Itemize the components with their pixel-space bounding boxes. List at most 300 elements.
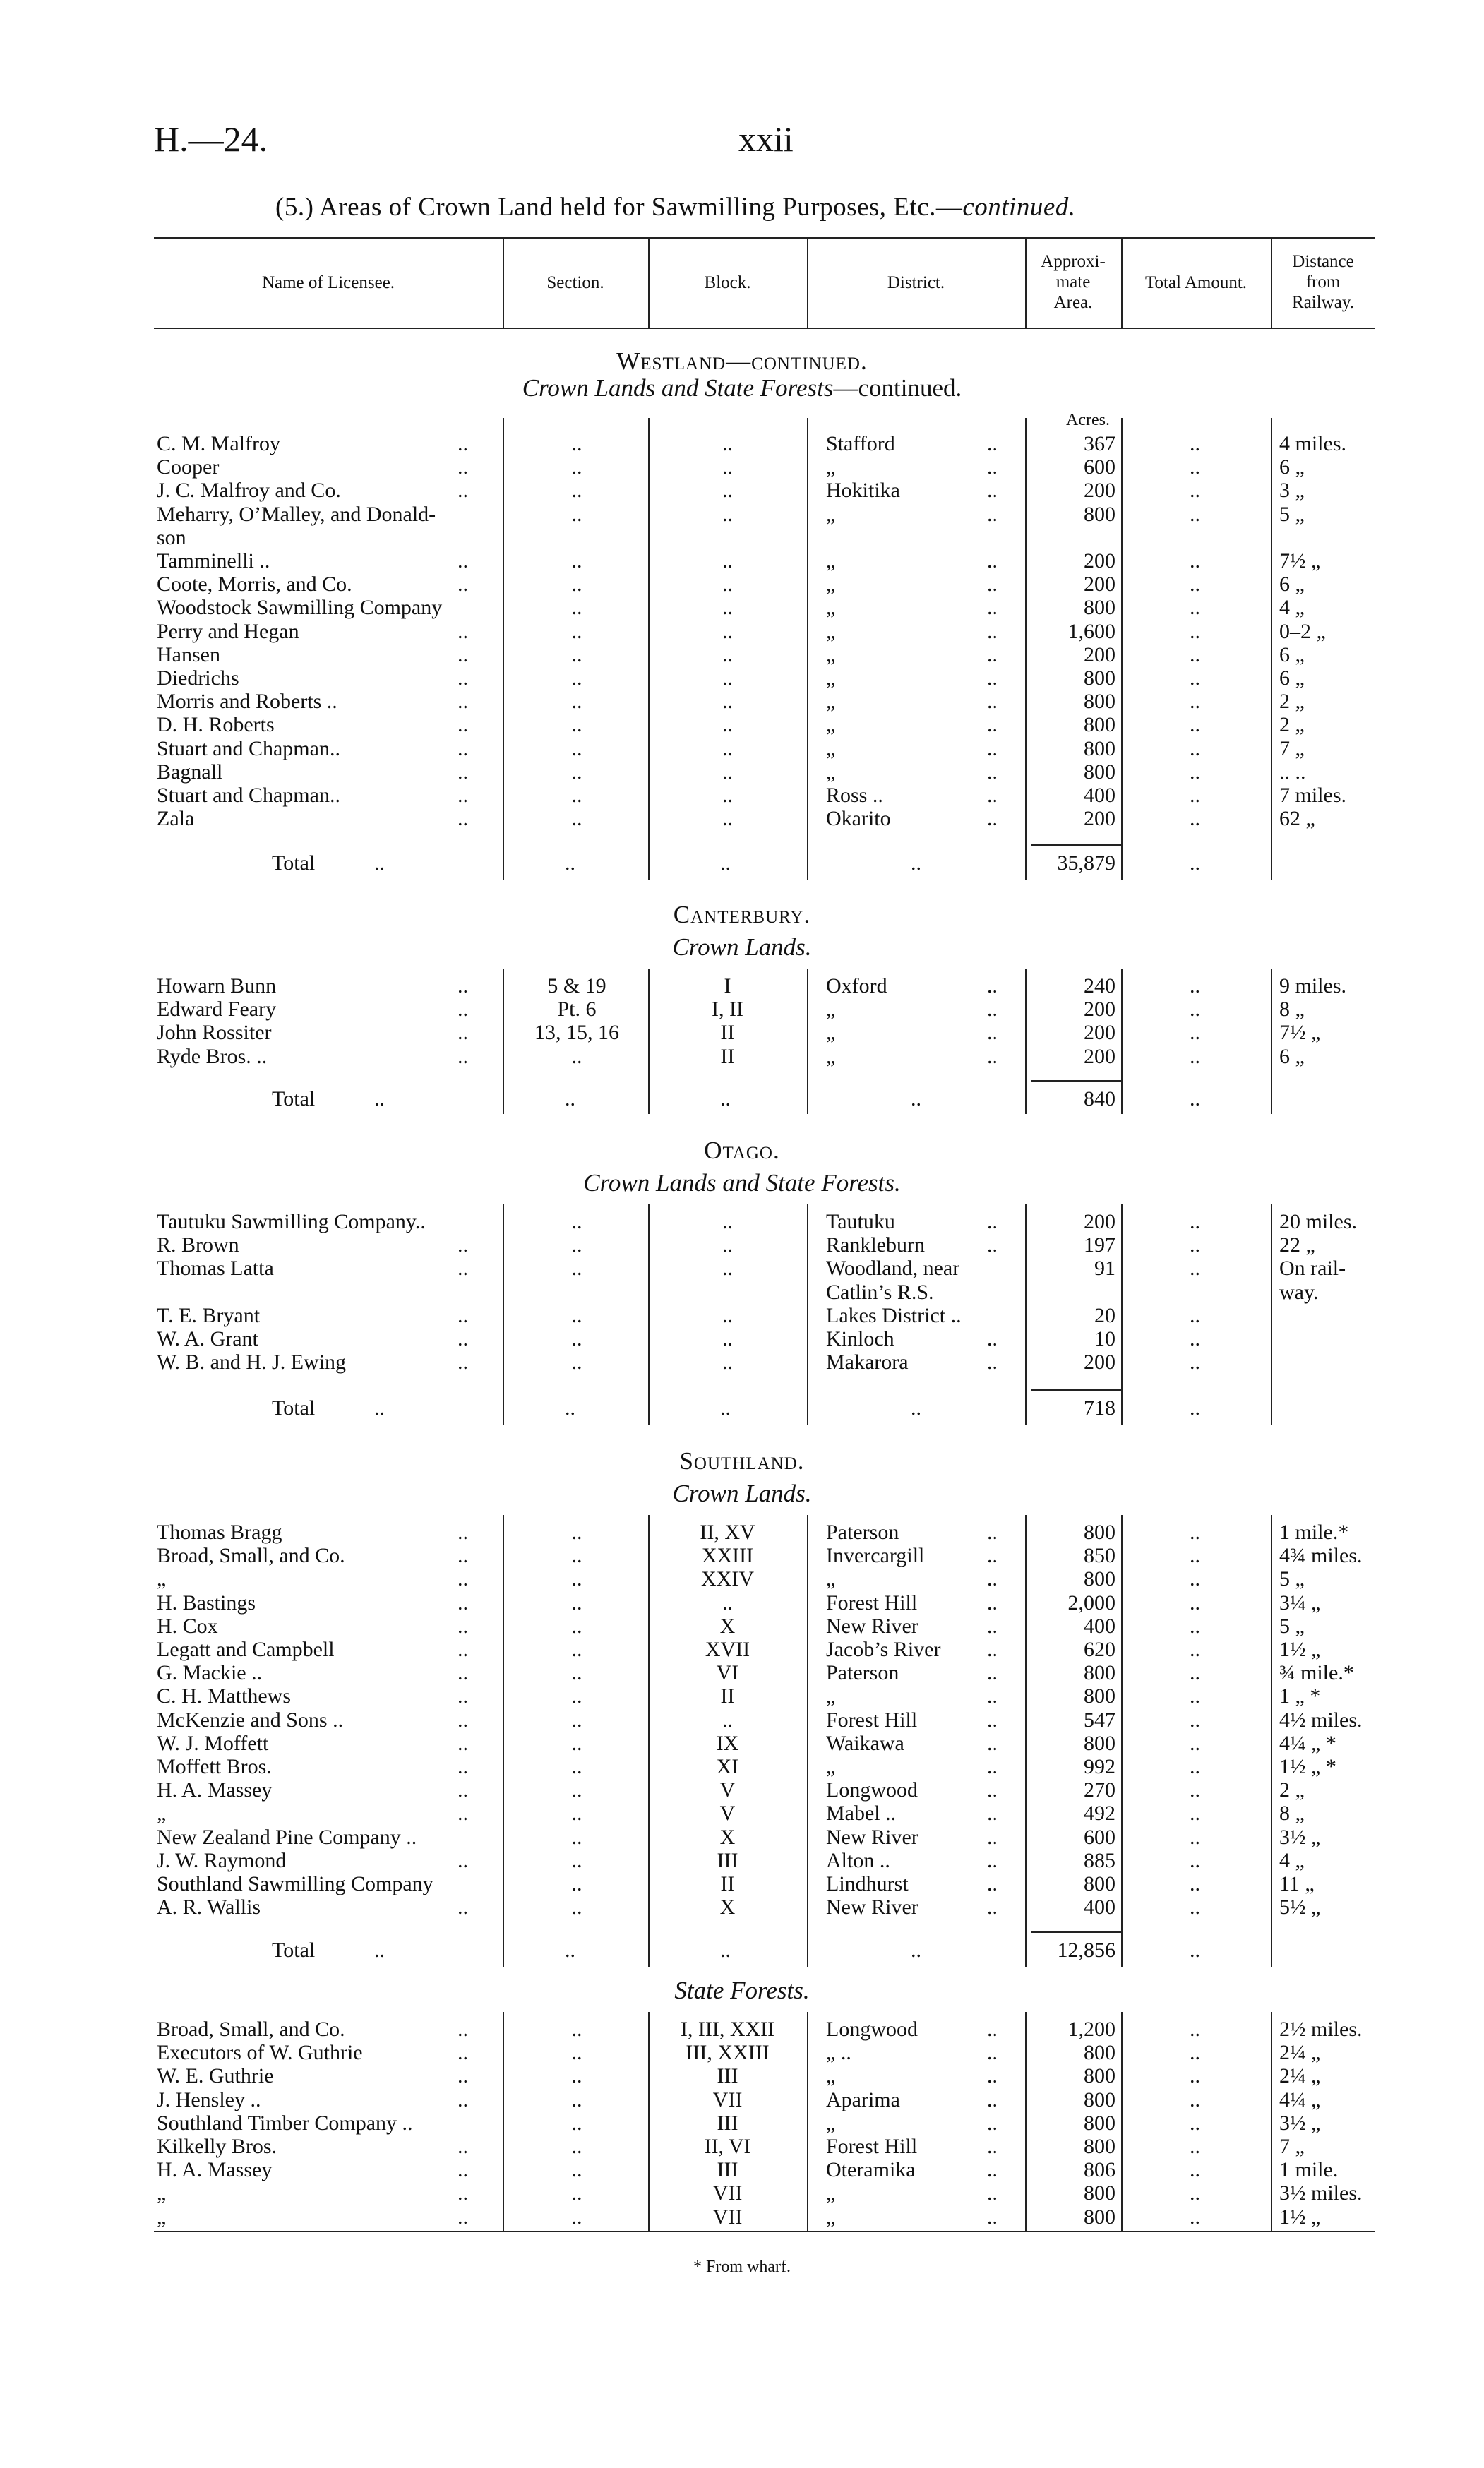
cell-block: III, XXIII (686, 2041, 770, 2065)
cell-ldots: .. (457, 619, 468, 643)
cell-total: .. (1190, 1567, 1200, 1591)
cell-section: .. (571, 1544, 582, 1568)
cell-district: Catlin’s R.S. (826, 1280, 934, 1304)
table-row (0, 737, 1484, 760)
cell-ddots: .. (987, 642, 998, 666)
table-row (0, 1661, 1484, 1684)
section-subtitle (0, 1169, 1484, 1197)
cell-ddots: .. (987, 736, 998, 760)
cell-district: „ (826, 1021, 836, 1045)
cell-area: 850 (1084, 1544, 1115, 1568)
total-label-dots: .. (374, 1939, 385, 1962)
cell-name: Howarn Bunn (157, 974, 277, 998)
table-row (0, 549, 1484, 573)
total-section-dots: .. (565, 1087, 575, 1110)
cell-district: Rankleburn (826, 1233, 925, 1257)
cell-district: Paterson (826, 1661, 899, 1685)
cell-area: 1,600 (1067, 619, 1115, 643)
section-subtitle-italic: Crown Lands. (672, 1480, 812, 1507)
table-row (0, 2041, 1484, 2064)
cell-name: Coote, Morris, and Co. (157, 573, 352, 597)
cell-district: „ (826, 502, 836, 526)
cell-block: XXIV (701, 1567, 754, 1591)
cell-district: „ (826, 2205, 836, 2229)
table-row (0, 2018, 1484, 2041)
cell-section: Pt. 6 (557, 998, 597, 1022)
cell-name: J. W. Raymond (157, 1848, 287, 1872)
cell-name: H. Bastings (157, 1591, 256, 1615)
section-subtitle-plain: —continued. (833, 374, 962, 402)
cell-ddots: .. (987, 1567, 998, 1591)
total-row (0, 1087, 1484, 1110)
col-head-block: Block. (704, 273, 751, 292)
cell-section: .. (571, 1755, 582, 1778)
cell-district: „ (826, 1684, 836, 1708)
cell-name: Perry and Hegan (157, 619, 299, 643)
footnote: * From wharf. (693, 2258, 791, 2276)
cell-total: .. (1190, 2111, 1200, 2135)
table-row (0, 807, 1484, 830)
cell-rail: ¾ mile.* (1279, 1661, 1354, 1685)
cell-rail: 0–2 „ (1279, 619, 1326, 643)
cell-area: 800 (1084, 2064, 1115, 2088)
total-row (0, 1939, 1484, 1962)
cell-rail: 4¼ „ * (1279, 1731, 1336, 1755)
cell-section: .. (571, 1872, 582, 1895)
cell-total: .. (1190, 1233, 1200, 1257)
cell-district: Waikawa (826, 1731, 904, 1755)
section-subtitle-italic: State Forests. (674, 1977, 810, 2004)
cell-total: .. (1190, 1521, 1200, 1544)
cell-block: XI (716, 1755, 739, 1778)
cell-block: II (720, 1044, 735, 1068)
cell-rail: 2½ miles. (1279, 2018, 1363, 2041)
cell-block: VII (712, 2205, 743, 2229)
cell-section: .. (571, 2111, 582, 2135)
cell-area: 800 (1084, 1684, 1115, 1708)
cell-name: New Zealand Pine Company .. (157, 1825, 417, 1849)
cell-block: .. (722, 1210, 733, 1233)
cell-block: III (717, 2064, 738, 2088)
cell-ldots: .. (457, 666, 468, 690)
cell-area: 800 (1084, 736, 1115, 760)
cell-section: .. (571, 1210, 582, 1233)
total-block-dots: .. (720, 1396, 731, 1420)
cell-name: Thomas Latta (157, 1257, 274, 1281)
table-row (0, 1826, 1484, 1849)
cell-ldots: .. (457, 1021, 468, 1045)
cell-area: 200 (1084, 1210, 1115, 1233)
cell-name: W. A. Grant (157, 1327, 258, 1350)
cell-area: 800 (1084, 2181, 1115, 2205)
cell-section: .. (571, 596, 582, 620)
table-row (0, 2158, 1484, 2181)
cell-total: .. (1190, 1731, 1200, 1755)
table-row (0, 432, 1484, 455)
table-row (0, 666, 1484, 690)
table-title-main: (5.) Areas of Crown Land held for Sawmilling Purposes, Etc.— (275, 193, 963, 222)
cell-name: son (157, 525, 186, 549)
cell-name: Ryde Bros. .. (157, 1044, 268, 1068)
cell-section: .. (571, 760, 582, 784)
cell-name: C. H. Matthews (157, 1684, 291, 1708)
cell-ldots: .. (457, 1638, 468, 1661)
cell-district: Forest Hill (826, 2135, 918, 2158)
cell-ldots: .. (457, 2181, 468, 2205)
cell-total: .. (1190, 642, 1200, 666)
cell-ddots: .. (987, 2158, 998, 2182)
cell-district: Aparima (826, 2087, 900, 2111)
cell-district: Forest Hill (826, 1591, 918, 1615)
cell-name: Southland Timber Company .. (157, 2111, 413, 2135)
cell-total: .. (1190, 736, 1200, 760)
cell-rail: 5 „ (1279, 1614, 1305, 1638)
cell-area: 806 (1084, 2158, 1115, 2182)
section-title: Canterbury. (673, 901, 811, 928)
cell-total: .. (1190, 1614, 1200, 1638)
cell-area: 200 (1084, 549, 1115, 573)
cell-district: Alton .. (826, 1848, 890, 1872)
cell-ddots: .. (987, 502, 998, 526)
table-row (0, 2135, 1484, 2158)
cell-block: II, XV (700, 1521, 755, 1544)
cell-ddots: .. (987, 1778, 998, 1802)
cell-block: V (719, 1802, 736, 1826)
cell-ldots: .. (457, 549, 468, 573)
table-row (0, 1872, 1484, 1895)
cell-name: Hansen (157, 642, 220, 666)
report-reference: H.—24. (154, 119, 268, 159)
cell-name: J. Hensley .. (157, 2087, 261, 2111)
cell-name: Tamminelli .. (157, 549, 270, 573)
total-value: 840 (1084, 1087, 1115, 1110)
cell-ddots: .. (987, 2111, 998, 2135)
cell-rail: 9 miles. (1279, 974, 1346, 998)
cell-rail: 4¼ „ (1279, 2087, 1321, 2111)
cell-block: IX (716, 1731, 739, 1755)
cell-district: „ (826, 690, 836, 714)
cell-ddots: .. (987, 1638, 998, 1661)
total-label-dots: .. (374, 1087, 385, 1110)
cell-block: II (720, 1684, 735, 1708)
cell-section: .. (571, 666, 582, 690)
cell-area: 197 (1084, 1233, 1115, 1257)
cell-rail: 2 „ (1279, 690, 1305, 714)
cell-block: .. (722, 713, 733, 737)
cell-rail: 1 mile. (1279, 2158, 1339, 2182)
cell-block: III (717, 2158, 738, 2182)
cell-block: X (719, 1825, 736, 1849)
table-title (275, 192, 1076, 222)
cell-name: „ (157, 1802, 167, 1826)
cell-name: Moffett Bros. (157, 1755, 272, 1778)
section-subtitle-italic: Crown Lands and State Forests. (583, 1169, 901, 1197)
cell-ldots: .. (457, 1708, 468, 1732)
cell-rail: 8 „ (1279, 998, 1305, 1022)
total-label: Total (272, 1087, 316, 1110)
cell-ddots: .. (987, 1544, 998, 1568)
cell-rail: 5 „ (1279, 1567, 1305, 1591)
cell-block: VI (716, 1661, 739, 1685)
total-label: Total (272, 851, 316, 875)
cell-name: Diedrichs (157, 666, 239, 690)
cell-ldots: .. (457, 2158, 468, 2182)
cell-name: „ (157, 2181, 167, 2205)
cell-ldots: .. (457, 713, 468, 737)
cell-ldots: .. (457, 1848, 468, 1872)
cell-block: II, VI (704, 2135, 751, 2158)
cell-ldots: .. (457, 1521, 468, 1544)
cell-name: Edward Feary (157, 998, 277, 1022)
cell-ddots: .. (987, 1684, 998, 1708)
cell-total: .. (1190, 1257, 1200, 1281)
cell-total: .. (1190, 1544, 1200, 1568)
cell-district: „ (826, 1567, 836, 1591)
cell-district: New River (826, 1895, 918, 1919)
cell-ldots: .. (457, 2087, 468, 2111)
total-block-dots: .. (720, 1939, 731, 1962)
cell-ddots: .. (987, 1210, 998, 1233)
cell-area: 200 (1084, 1350, 1115, 1374)
cell-name: Stuart and Chapman.. (157, 784, 340, 807)
cell-ddots: .. (987, 690, 998, 714)
cell-total: .. (1190, 1778, 1200, 1802)
cell-section: .. (571, 1684, 582, 1708)
table-row (0, 1327, 1484, 1350)
cell-total: .. (1190, 479, 1200, 503)
cell-rail: 7½ „ (1279, 549, 1321, 573)
cell-name: Morris and Roberts .. (157, 690, 337, 714)
cell-section: .. (571, 573, 582, 597)
cell-rail: 3½ „ (1279, 2111, 1321, 2135)
cell-ldots: .. (457, 784, 468, 807)
cell-ddots: .. (987, 2087, 998, 2111)
cell-name: McKenzie and Sons .. (157, 1708, 344, 1732)
cell-ddots: .. (987, 784, 998, 807)
cell-ldots: .. (457, 1567, 468, 1591)
cell-area: 800 (1084, 1521, 1115, 1544)
cell-block: .. (722, 479, 733, 503)
cell-section: .. (571, 1661, 582, 1685)
cell-block: .. (722, 432, 733, 455)
cell-area: 367 (1084, 432, 1115, 455)
cell-ddots: .. (987, 1233, 998, 1257)
cell-block: .. (722, 1257, 733, 1281)
cell-block: X (719, 1895, 736, 1919)
cell-area: 800 (1084, 1567, 1115, 1591)
cell-district: „ (826, 596, 836, 620)
cell-block: .. (722, 596, 733, 620)
cell-section: .. (571, 2018, 582, 2041)
cell-rail: 62 „ (1279, 807, 1315, 831)
total-district-dots: .. (911, 1939, 921, 1962)
cell-ldots: .. (457, 690, 468, 714)
cell-ldots: .. (457, 1661, 468, 1685)
cell-district: Longwood (826, 1778, 918, 1802)
table-row (0, 503, 1484, 526)
cell-rail: 2¼ „ (1279, 2041, 1321, 2065)
cell-district: Invercargill (826, 1544, 925, 1568)
cell-total: .. (1190, 1684, 1200, 1708)
cell-ddots: .. (987, 1350, 998, 1374)
table-row (0, 1304, 1484, 1327)
cell-ldots: .. (457, 1802, 468, 1826)
cell-block: .. (722, 1233, 733, 1257)
total-rule (1031, 1389, 1123, 1391)
cell-section: .. (571, 619, 582, 643)
section-subtitle (0, 1977, 1484, 2005)
cell-ddots: .. (987, 1614, 998, 1638)
cell-total: .. (1190, 432, 1200, 455)
total-amount-dots: .. (1190, 1396, 1200, 1420)
cell-name: D. H. Roberts (157, 713, 275, 737)
cell-name: W. E. Guthrie (157, 2064, 274, 2088)
total-label: Total (272, 1396, 316, 1420)
cell-area: 10 (1094, 1327, 1115, 1350)
cell-ldots: .. (457, 1233, 468, 1257)
col-head-distance: Distance from Railway. (1292, 252, 1354, 312)
cell-total: .. (1190, 1044, 1200, 1068)
cell-ddots: .. (987, 666, 998, 690)
header-bottom-rule (154, 328, 1375, 329)
cell-ddots: .. (987, 974, 998, 998)
cell-ddots: .. (987, 573, 998, 597)
cell-area: 200 (1084, 1021, 1115, 1045)
cell-ldots: .. (457, 807, 468, 831)
cell-rail: 6 „ (1279, 455, 1305, 479)
cell-ddots: .. (987, 479, 998, 503)
table-row (0, 1755, 1484, 1778)
cell-ddots: .. (987, 1661, 998, 1685)
cell-ddots: .. (987, 2018, 998, 2041)
cell-block: II (720, 1021, 735, 1045)
cell-ddots: .. (987, 1731, 998, 1755)
cell-rail: 2 „ (1279, 1778, 1305, 1802)
cell-block: VII (712, 2181, 743, 2205)
cell-block: .. (722, 807, 733, 831)
cell-area: 200 (1084, 479, 1115, 503)
cell-district: „ (826, 998, 836, 1022)
cell-area: 800 (1084, 666, 1115, 690)
cell-block: III (717, 2111, 738, 2135)
table-row (0, 479, 1484, 502)
section-subtitle-italic: Crown Lands. (672, 933, 812, 961)
cell-area: 400 (1084, 1614, 1115, 1638)
cell-total: .. (1190, 784, 1200, 807)
cell-ldots: .. (457, 1731, 468, 1755)
cell-area: 200 (1084, 1044, 1115, 1068)
cell-total: .. (1190, 1303, 1200, 1327)
cell-ddots: .. (987, 1802, 998, 1826)
cell-district: „ (826, 619, 836, 643)
cell-district: Okarito (826, 807, 891, 831)
cell-ldots: .. (457, 2018, 468, 2041)
cell-ddots: .. (987, 1591, 998, 1615)
cell-section: .. (571, 2064, 582, 2088)
cell-ldots: .. (457, 2135, 468, 2158)
cell-section: .. (571, 1614, 582, 1638)
cell-district: Lindhurst (826, 1872, 909, 1895)
cell-name: „ (157, 2205, 167, 2229)
section-subtitle (0, 1480, 1484, 1508)
cell-ddots: .. (987, 713, 998, 737)
cell-district: Kinloch (826, 1327, 894, 1350)
table-row (0, 455, 1484, 479)
cell-area: 800 (1084, 2135, 1115, 2158)
cell-section: .. (571, 1895, 582, 1919)
table-row (0, 2088, 1484, 2111)
total-label-dots: .. (374, 1396, 385, 1420)
cell-total: .. (1190, 2135, 1200, 2158)
cell-name: Thomas Bragg (157, 1521, 282, 1544)
cell-district: Oteramika (826, 2158, 916, 2182)
cell-rail: 2¼ „ (1279, 2064, 1321, 2088)
cell-ldots: .. (457, 573, 468, 597)
cell-section: .. (571, 1708, 582, 1732)
total-section-dots: .. (565, 1396, 575, 1420)
cell-district: New River (826, 1825, 918, 1849)
cell-rail: 1 mile.* (1279, 1521, 1349, 1544)
table-row (0, 1021, 1484, 1044)
cell-section: .. (571, 807, 582, 831)
table-row (0, 643, 1484, 666)
total-district-dots: .. (911, 1396, 921, 1420)
cell-total: .. (1190, 1755, 1200, 1778)
table-row (0, 2205, 1484, 2229)
cell-section: .. (571, 784, 582, 807)
cell-total: .. (1190, 1708, 1200, 1732)
cell-rail: 6 „ (1279, 666, 1305, 690)
cell-ddots: .. (987, 619, 998, 643)
cell-district: Oxford (826, 974, 887, 998)
cell-rail: 7½ „ (1279, 1021, 1321, 1045)
cell-area: 91 (1094, 1257, 1115, 1281)
cell-area: 200 (1084, 807, 1115, 831)
cell-name: T. E. Bryant (157, 1303, 261, 1327)
cell-ldots: .. (457, 1350, 468, 1374)
total-block-dots: .. (720, 1087, 731, 1110)
cell-ldots: .. (457, 974, 468, 998)
cell-ldots: .. (457, 2205, 468, 2229)
cell-section: .. (571, 549, 582, 573)
cell-block: .. (722, 1591, 733, 1615)
cell-area: 547 (1084, 1708, 1115, 1732)
cell-name: W. B. and H. J. Ewing (157, 1350, 347, 1374)
cell-section: .. (571, 455, 582, 479)
cell-district: Forest Hill (826, 1708, 918, 1732)
cell-block: .. (722, 760, 733, 784)
cell-district: Lakes District .. (826, 1303, 962, 1327)
cell-rail: 6 „ (1279, 1044, 1305, 1068)
cell-ddots: .. (987, 807, 998, 831)
col-head-district: District. (887, 273, 945, 292)
total-value: 718 (1084, 1396, 1115, 1420)
cell-total: .. (1190, 1350, 1200, 1374)
cell-name: Southland Sawmilling Company (157, 1872, 433, 1895)
table-row (0, 526, 1484, 549)
cell-section: .. (571, 1567, 582, 1591)
col-head-section: Section. (546, 273, 604, 292)
cell-block: .. (722, 549, 733, 573)
cell-ddots: .. (987, 1021, 998, 1045)
cell-name: Kilkelly Bros. (157, 2135, 277, 2158)
cell-name: Bagnall (157, 760, 223, 784)
cell-rail: 20 miles. (1279, 1210, 1357, 1233)
cell-total: .. (1190, 455, 1200, 479)
cell-ldots: .. (457, 2064, 468, 2088)
cell-ldots: .. (457, 1684, 468, 1708)
cell-area: 400 (1084, 784, 1115, 807)
